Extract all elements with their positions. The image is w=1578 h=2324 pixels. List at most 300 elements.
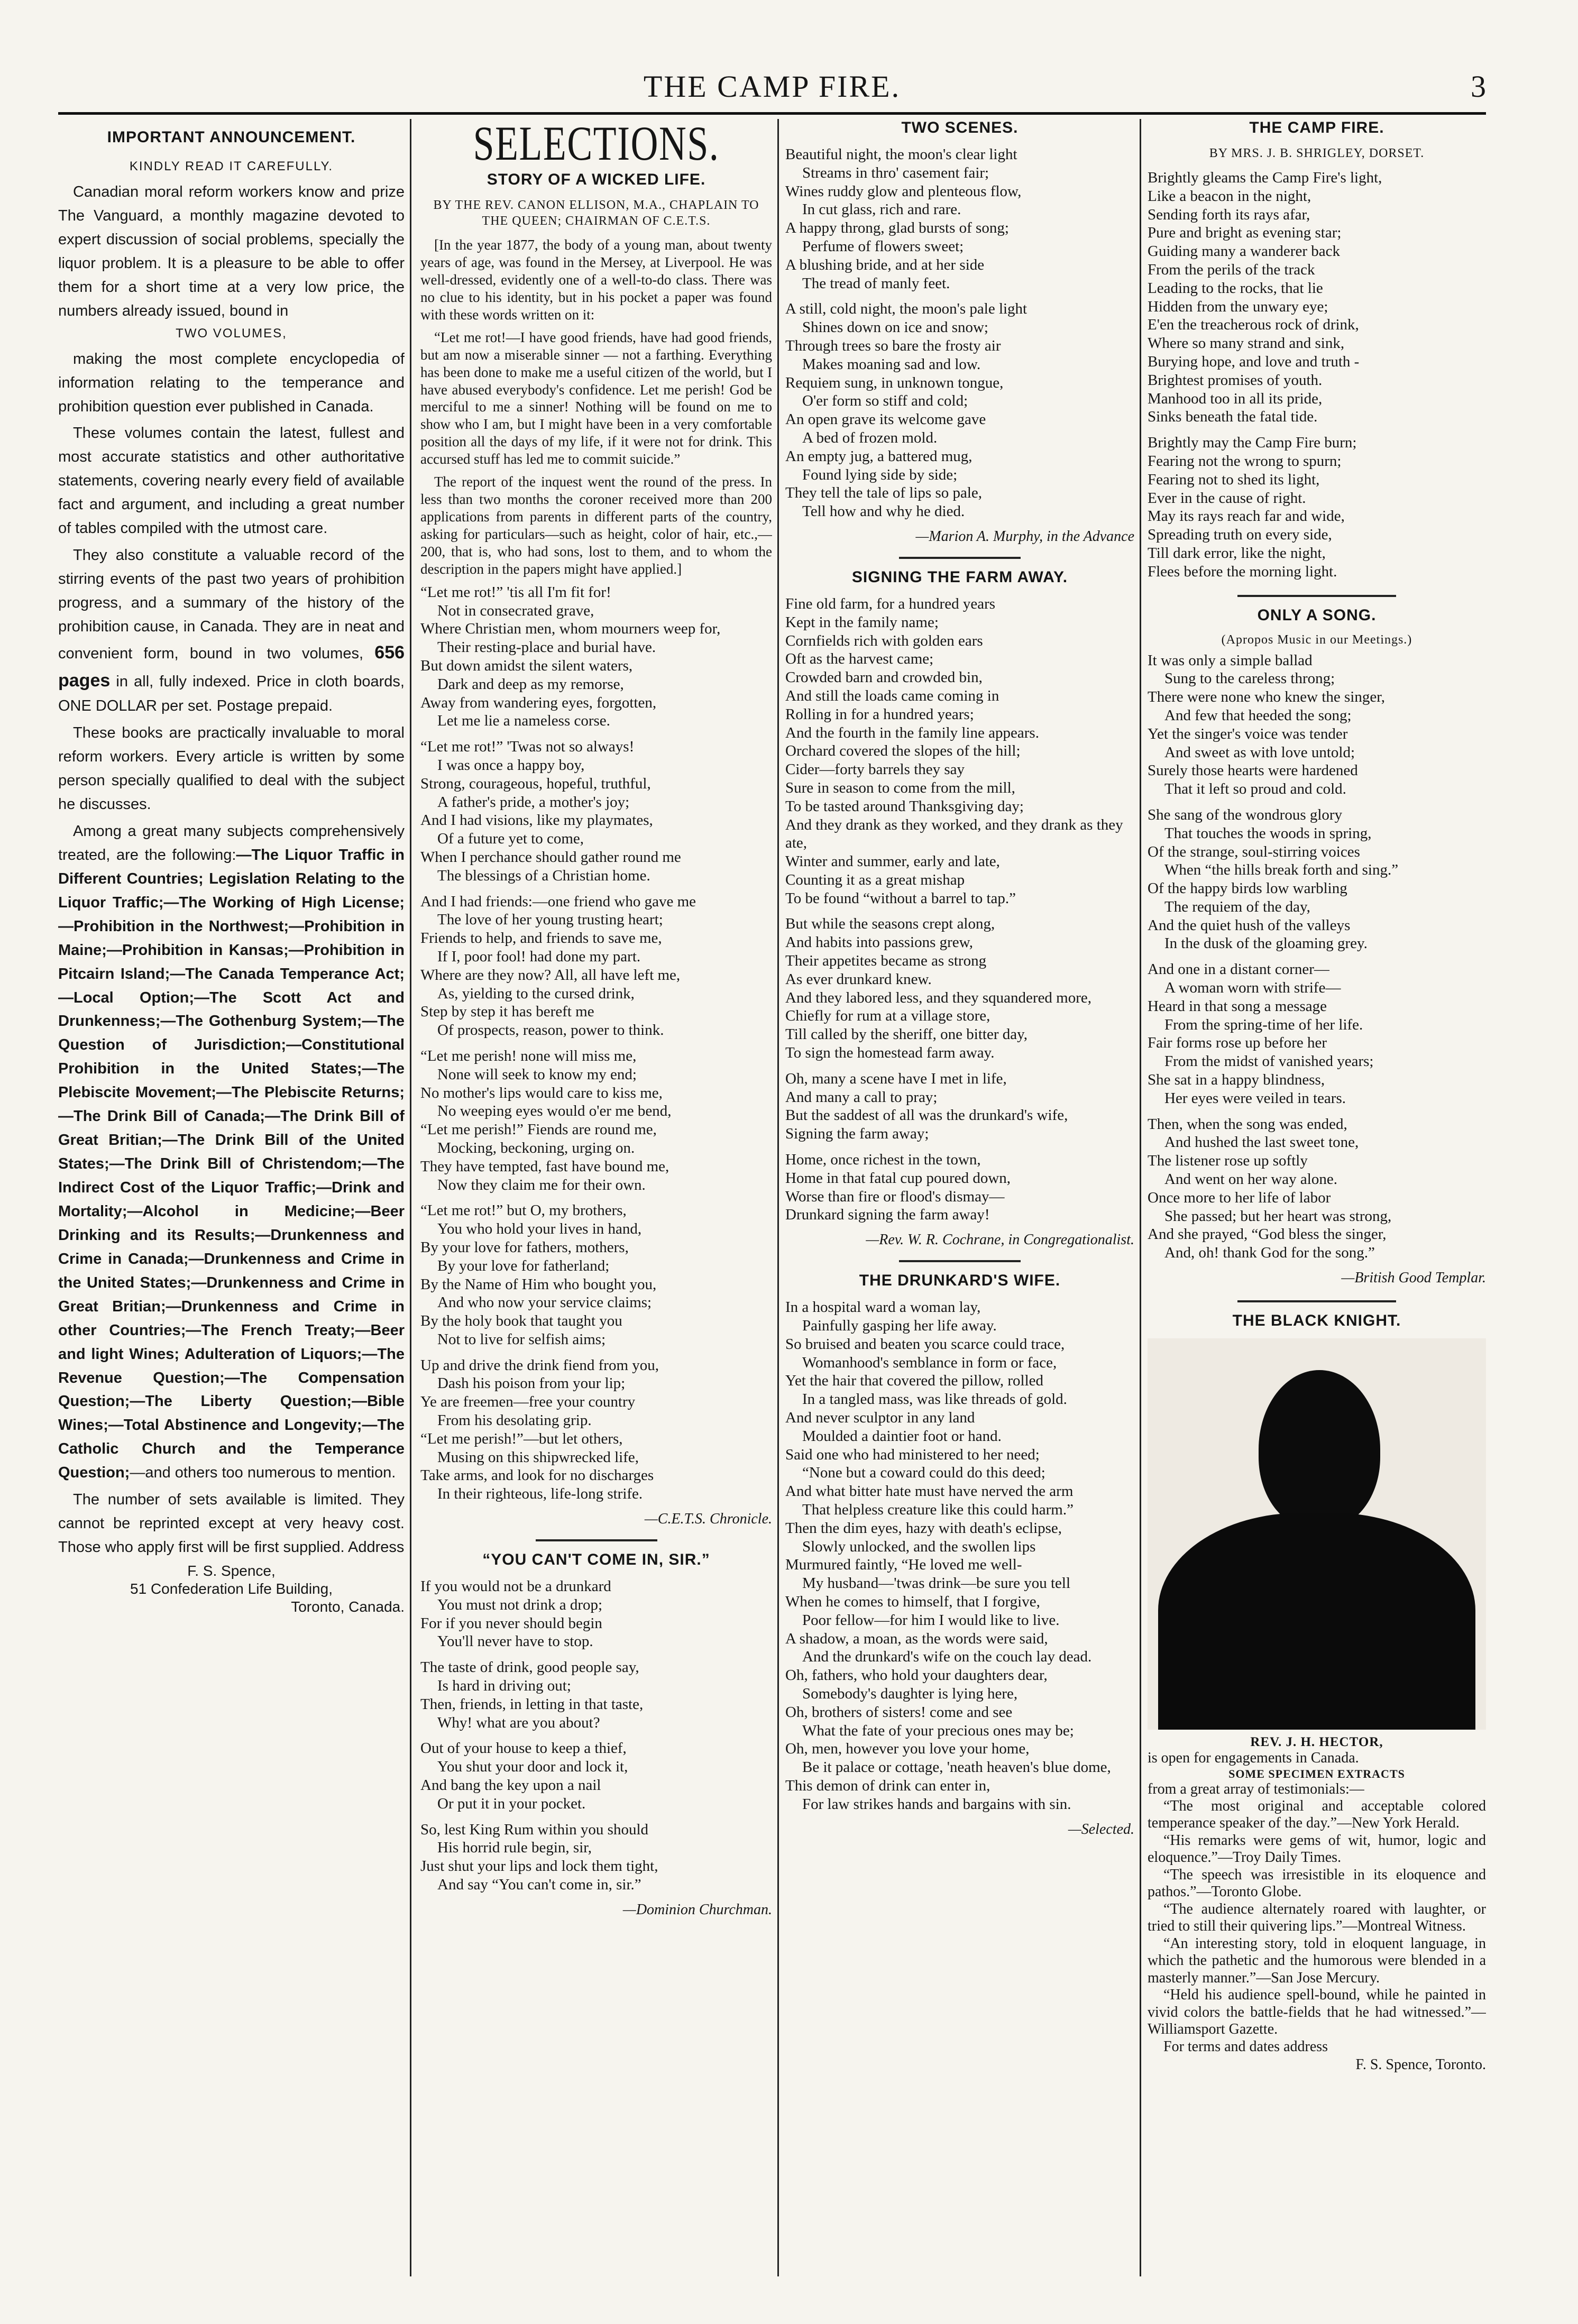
announcement-paragraph: These books are practically invaluable to moral reform workers. Every article is written by some person specially qualified to deal with the subject he discusses. <box>58 724 405 813</box>
poem-line: Dark and deep as my remorse, <box>437 675 624 693</box>
poem-line: But while the seasons crept along, <box>785 915 995 933</box>
poem-line: Their resting-place and burial have. <box>437 639 656 656</box>
poem-line: Shines down on ice and snow; <box>802 319 988 336</box>
poem-line: Streams in thro' casement fair; <box>802 164 989 181</box>
poem-line: A bed of frozen mold. <box>802 429 938 446</box>
poem-line: May its rays reach far and wide, <box>1148 508 1345 525</box>
poem-line: Musing on this shipwrecked life, <box>437 1448 639 1466</box>
poem-line: In the dusk of the gloaming grey. <box>1164 935 1368 952</box>
poem-citation: —Marion A. Murphy, in the Advance <box>915 528 1134 545</box>
poem-line: She passed; but her heart was strong, <box>1164 1207 1392 1225</box>
poem-line: Oh, men, however you love your home, <box>785 1740 1030 1758</box>
story-intro: [In the year 1877, the body of a young man, about twenty years of age, was found in the Mersey, at Liverpool. He was well-dressed, evidently one of a well-to-do class. There was no clue to his identity, but in his pocket a paper was found with these words written on it: <box>420 237 772 323</box>
section-divider <box>899 1260 1021 1262</box>
poem-line: Through trees so bare the frosty air <box>785 337 1001 354</box>
poem-line: “Let me perish!”—but let others, <box>420 1430 623 1447</box>
terms-line: For terms and dates address <box>1163 2038 1328 2055</box>
stanza <box>420 1658 772 1732</box>
poem-line: By the Name of Him who bought you, <box>420 1275 657 1293</box>
poem-line: Sending forth its rays afar, <box>1148 206 1310 223</box>
poem-line: When I perchance should gather round me <box>420 848 681 866</box>
poem-line: Where are they now? All, all have left me, <box>420 966 681 984</box>
column-selections <box>420 119 772 2276</box>
poem-line: E'en the treacherous rock of drink, <box>1148 316 1359 334</box>
poem-line: Slowly unlocked, and the swollen lips <box>802 1538 1036 1555</box>
stanza <box>420 1821 772 1894</box>
poem-line: Sung to the careless throng; <box>1164 670 1335 687</box>
poem-line: Murmured faintly, “He loved me well- <box>785 1556 1022 1574</box>
poem-line: Guiding many a wanderer back <box>1148 243 1340 260</box>
poem-citation: —Rev. W. R. Cochrane, in Congregationalist. <box>866 1232 1134 1248</box>
poem-line: They tell the tale of lips so pale, <box>785 484 983 502</box>
stanza <box>420 1739 772 1813</box>
poem-line: An empty jug, a battered mug, <box>785 447 973 465</box>
poem-title: “YOU CAN'T COME IN, SIR.” <box>482 1551 710 1569</box>
poem-line: As ever drunkard knew. <box>785 970 932 988</box>
poem-line: Chiefly for rum at a village store, <box>785 1007 990 1025</box>
poem-line: Of the strange, soul-stirring voices <box>1148 843 1360 860</box>
testimonial: “Held his audience spell-bound, while he painted in vivid colors the battle-fields that he had witnessed.”—Williamsport Gazette. <box>1148 1987 1486 2038</box>
poem-line: Wines ruddy glow and plenteous flow, <box>785 182 1022 200</box>
page-count: 656 pages <box>58 642 405 691</box>
poem-line: Then, friends, in letting in that taste, <box>420 1695 644 1713</box>
poem-line: The love of her young trusting heart; <box>437 911 663 929</box>
poem-line: Brightly may the Camp Fire burn; <box>1148 434 1357 452</box>
signature-address: 51 Confederation Life Building, <box>130 1581 333 1597</box>
poem-line: You'll never have to stop. <box>437 1633 593 1650</box>
poem-line: Once more to her life of labor <box>1148 1189 1331 1206</box>
story-intro: “Let me rot!—I have good friends, have had good friends, but am now a miserable sinner — not a farthing. Everything has been done to make me a useful citizen of the world, but I have abused everybody's confidence. Let me perish! God be merciful to me a sinner! Nothing will be found on me to show who I am, but I might have been in a very comfortable position all the days of my life, if it were not for drink. This accursed stuff has led me to commit suicide.” <box>420 329 772 467</box>
poem-line: If you would not be a drunkard <box>420 1578 611 1595</box>
poem-line: Heard in that song a message <box>1148 997 1327 1015</box>
poem-line: In a hospital ward a woman lay, <box>785 1299 981 1316</box>
poem-line: An open grave its welcome gave <box>785 411 986 428</box>
poem-line: Flees before the morning light. <box>1148 563 1337 580</box>
announcement-paragraph: Canadian moral reform workers know and prize The Vanguard, a monthly magazine devoted to expert discussion of social problems, specially the liquor problem. It is a pleasure to be able to offer them for a short time at a very low price, the numbers already issued, bound in <box>58 183 405 319</box>
poem-line: Up and drive the drink fiend from you, <box>420 1356 659 1374</box>
poem-line: In a tangled mass, was like threads of gold. <box>802 1391 1067 1408</box>
poem-line: Oh, many a scene have I met in life, <box>785 1070 1007 1087</box>
poem-line: And many a call to pray; <box>785 1088 938 1106</box>
poem-line: That touches the woods in spring, <box>1164 824 1372 842</box>
stanza <box>420 1047 772 1194</box>
poem-line: Surely those hearts were hardened <box>1148 762 1358 779</box>
newspaper-title: THE CAMP FIRE. <box>643 69 901 104</box>
portrait-title: THE BLACK KNIGHT. <box>1232 1312 1401 1330</box>
poem-line: A happy throng, glad bursts of song; <box>785 219 1009 237</box>
poem-line: A still, cold night, the moon's pale light <box>785 300 1027 318</box>
poem-line: Beautiful night, the moon's clear light <box>785 146 1017 163</box>
poem-line: Then, when the song was ended, <box>1148 1115 1347 1133</box>
subject-list: —The Liquor Traffic in Different Countries; Legislation Relating to the Liquor Traffic;—The Working of High License;—Prohibition in the Northwest;—Prohibition in Maine;—Prohibition in Kansas;—Prohibition in Pitcairn Island;—The Canada Temperance Act;—Local Option;—The Scott Act and Drunkenness;—The Gothenburg System;—The Question of Jurisdiction;—Constitutional Prohibition in the United States;—The Plebiscite Movement;—The Plebiscite Returns;—The Drink Bill of Canada;—The Drink Bill of Great Britian;—The Drink Bill of the United States;—The Drink Bill of Christendom;—The Indirect Cost of the Liquor Traffic;—Drink and Mortality;—Alcohol in Medicine;—Beer Drinking and its Results;—Drunkenness and Crime in Canada;—Drunkenness and Crime in the United States;—Drunkenness and Crime in Great Britian;—Drunkenness and Crime in other Countries;—The French Treaty;—Beer and light Wines; Adulteration of Liquors;—The Revenue Question;—The Compensation Question;—The Liberty Question;—Bible Wines;—Total Abstinence and Longevity;—The Catholic Church and the Temperance Question; <box>58 846 405 1482</box>
story-title: STORY OF A WICKED LIFE. <box>487 171 706 188</box>
story-citation: —C.E.T.S. Chronicle. <box>644 1511 772 1528</box>
section-divider <box>1237 595 1396 597</box>
poem-line: His horrid rule begin, sir, <box>437 1839 592 1857</box>
page-number: 3 <box>1471 69 1486 104</box>
poem-line: Dash his poison from your lip; <box>437 1375 626 1392</box>
poem-line: Burying hope, and love and truth - <box>1148 353 1360 370</box>
poem-line: Out of your house to keep a thief, <box>420 1740 627 1757</box>
stanza <box>785 1151 1134 1224</box>
poem-line: Cider—forty barrels they say <box>785 761 965 778</box>
poem-line: And I had friends:—one friend who gave me <box>420 893 696 910</box>
poem-title: THE DRUNKARD'S WIFE. <box>859 1272 1061 1290</box>
poem-line: None will seek to know my end; <box>437 1065 637 1083</box>
stanza <box>420 1356 772 1503</box>
poem-line: “Let me rot!” 'tis all I'm fit for! <box>420 583 611 601</box>
poem-line: The tread of manly feet. <box>802 274 950 292</box>
poem-title: TWO SCENES. <box>901 119 1019 136</box>
poem-line: Fine old farm, for a hundred years <box>785 595 996 612</box>
poem-line: For law strikes hands and bargains with sin. <box>802 1795 1071 1813</box>
poem-line: Where so many strand and sink, <box>1148 335 1345 352</box>
poem-line: And the quiet hush of the valleys <box>1148 916 1351 934</box>
poem-line: She sang of the wondrous glory <box>1148 806 1343 823</box>
poem-line: And one in a distant corner— <box>1148 961 1329 978</box>
stanza <box>420 583 772 730</box>
story-byline: BY THE REV. CANON ELLISON, M.A., CHAPLAIN TO THE QUEEN; CHAIRMAN OF C.E.T.S. <box>433 198 759 228</box>
poem-line: Fair forms rose up before her <box>1148 1034 1327 1052</box>
poem-line: Makes moaning sad and low. <box>802 355 981 373</box>
poem-line: To sign the homestead farm away. <box>785 1044 995 1062</box>
poem-line: Of prospects, reason, power to think. <box>437 1022 664 1039</box>
stanza <box>420 1577 772 1651</box>
poem-line: The requiem of the day, <box>1164 898 1310 915</box>
story-intro: The report of the inquest went the round of the press. In less than two months the coroner received more than 200 applications from parents in different parts of the country, asking for particulars—such as height, color of hair, etc.,—200, that is, who had sons, lost to them, and to whom the description in the papers might have applied.] <box>420 474 772 577</box>
poem-line: Just shut your lips and lock them tight, <box>420 1858 658 1875</box>
poem-line: And they labored less, and they squandered more, <box>785 989 1092 1006</box>
poem-line: Somebody's daughter is lying here, <box>802 1685 1018 1702</box>
poem-line: Home in that fatal cup poured down, <box>785 1169 1011 1187</box>
poem-line: Away from wandering eyes, forgotten, <box>420 694 657 711</box>
poem-line: And they drank as they worked, and they drank as they ate, <box>785 816 1123 852</box>
signature-name: F. S. Spence, <box>187 1563 276 1579</box>
poem-line: Their appetites became as strong <box>785 952 987 970</box>
announcement-subhead: KINDLY READ IT CAREFULLY. <box>129 159 334 173</box>
poem-line: O'er form so stiff and cold; <box>802 392 968 410</box>
poem-title: THE CAMP FIRE. <box>1249 119 1384 136</box>
poem-line: Or put it in your pocket. <box>437 1795 586 1812</box>
poem-line: And habits into passions grew, <box>785 934 973 951</box>
poem-line: Tell how and why he died. <box>802 503 965 520</box>
poem-title: ONLY A SONG. <box>1257 606 1377 624</box>
poem-line: And she prayed, “God bless the singer, <box>1148 1226 1387 1243</box>
poem-line: Let me lie a nameless corse. <box>437 712 610 730</box>
column-rule <box>777 119 779 2276</box>
poem-line: Counting it as a great mishap <box>785 871 965 888</box>
announcement-paragraph: making the most complete encyclopedia of information relating to the temperance and prohibition question ever published in Canada. <box>58 350 405 415</box>
poem-line: Kept in the family name; <box>785 613 939 631</box>
poem-line: Found lying side by side; <box>802 466 958 483</box>
poem-line: But the saddest of all was the drunkard's wife, <box>785 1107 1068 1124</box>
poem-line: “Let me rot!” but O, my brothers, <box>420 1202 627 1219</box>
poem-line: Oh, fathers, who hold your daughters dear, <box>785 1667 1048 1684</box>
poem-line: Drunkard signing the farm away! <box>785 1206 990 1224</box>
poem-line: Pure and bright as evening star; <box>1148 224 1342 242</box>
poem-title: SIGNING THE FARM AWAY. <box>851 568 1068 586</box>
stanza <box>1148 169 1486 426</box>
testimonial: “The audience alternately roared with laughter, or tried to still their quivering lips.”—Montreal Witness. <box>1148 1900 1486 1935</box>
poem-line: And I had visions, like my playmates, <box>420 812 653 829</box>
paragraph-text: They also constitute a valuable record of the stirring events of the past two years of prohibition progress, and a summary of the history of the prohibition cause, in Canada. They are in neat and convenient form, bound in two volumes, <box>58 547 405 662</box>
poem-line: My husband—'twas drink—be sure you tell <box>802 1575 1071 1592</box>
poem-line: Friends to help, and friends to save me, <box>420 930 662 947</box>
paragraph-text: —and others too numerous to mention. <box>130 1464 396 1482</box>
testimonials-list <box>1148 1798 1486 2038</box>
stanza <box>1148 1115 1486 1262</box>
poem-line: What the fate of your precious ones may be; <box>802 1722 1074 1739</box>
poem-line: Not to live for selfish aims; <box>437 1330 606 1348</box>
poem-line: By your love for fatherland; <box>437 1257 610 1274</box>
poem-line: Her eyes were veiled in tears. <box>1164 1089 1346 1107</box>
portrait-image <box>1148 1338 1486 1730</box>
poem-line: I was once a happy boy, <box>437 756 585 774</box>
stanza <box>420 738 772 885</box>
poem-line: Step by step it has bereft me <box>420 1003 594 1021</box>
poem-line: Said one who had ministered to her need; <box>785 1446 1040 1463</box>
poem-line: When he comes to himself, that I forgive, <box>785 1593 1040 1610</box>
poem-line: And hushed the last sweet tone, <box>1164 1134 1359 1151</box>
column-announcement <box>58 119 405 2276</box>
poem-line: A blushing bride, and at her side <box>785 256 985 273</box>
poem-line: No weeping eyes would o'er me bend, <box>437 1103 672 1120</box>
section-divider <box>899 557 1021 559</box>
stanza <box>420 1201 772 1348</box>
poem-line: Brightest promises of youth. <box>1148 371 1323 389</box>
story-poem <box>420 583 772 1503</box>
poem-line: “Let me rot!” 'Twas not so always! <box>420 738 635 756</box>
poem-line: In cut glass, rich and rare. <box>802 201 961 218</box>
poem-line: Fearing not to shed its light, <box>1148 471 1320 488</box>
poem-line: For if you never should begin <box>420 1614 602 1632</box>
stanza <box>785 300 1134 521</box>
signature-city: Toronto, Canada. <box>291 1599 405 1615</box>
stanza <box>1148 806 1486 953</box>
poem-line: From the spring-time of her life. <box>1164 1016 1363 1033</box>
poem-line: Home, once richest in the town, <box>785 1151 981 1169</box>
poem-line: Leading to the rocks, that lie <box>1148 279 1323 297</box>
page-header <box>58 69 1486 111</box>
extracts-heading: SOME SPECIMEN EXTRACTS <box>1228 1767 1405 1780</box>
poem-line: No mother's lips would care to kiss me, <box>420 1084 663 1101</box>
poem-byline: BY MRS. J. B. SHRIGLEY, DORSET. <box>1209 146 1425 160</box>
poem-line: Spreading truth on every side, <box>1148 526 1332 544</box>
poem-line: This demon of drink can enter in, <box>785 1777 990 1794</box>
poem-line: Ye are freemen—free your country <box>420 1393 636 1411</box>
poem-line: Fearing not the wrong to spurn; <box>1148 452 1342 470</box>
poem-body <box>1148 169 1486 581</box>
poem-body <box>785 595 1134 1224</box>
paragraph-text: in all, fully indexed. Price in cloth boards, ONE DOLLAR per set. Postage prepaid. <box>58 673 405 715</box>
poem-line: Rolling in for a hundred years; <box>785 705 974 723</box>
poem-line: The blessings of a Christian home. <box>437 867 650 884</box>
stanza <box>785 1070 1134 1143</box>
poem-body <box>785 145 1134 521</box>
extracts-intro: from a great array of testimonials:— <box>1148 1780 1364 1797</box>
poem-line: Cornfields rich with golden ears <box>785 632 983 649</box>
poem-line: Oh, brothers of sisters! come and see <box>785 1703 1013 1721</box>
poem-line: Not in consecrated grave, <box>437 602 594 619</box>
announcement-heading: IMPORTANT ANNOUNCEMENT. <box>107 128 356 146</box>
poem-line: You shut your door and lock it, <box>437 1758 628 1776</box>
column-camp-fire <box>1148 119 1486 2276</box>
poem-line: Mocking, beckoning, urging on. <box>437 1139 635 1156</box>
paragraph-text: Among a great many subjects comprehensively treated, are the following: <box>58 822 405 864</box>
testimonial: “An interesting story, told in eloquent language, in which the pathetic and the humorous were blended in a masterly manner.”—San Jose Mercury. <box>1148 1935 1486 1986</box>
poem-citation: —British Good Templar. <box>1341 1270 1486 1287</box>
poem-line: Till called by the sheriff, one bitter day, <box>785 1026 1027 1043</box>
poem-line: If I, poor fool! had done my part. <box>437 948 641 965</box>
announcement-paragraph: The number of sets available is limited. They cannot be reprinted except at very heavy cost. Those who apply first will be first supplied. Address <box>58 1491 405 1556</box>
poem-line: And went on her way alone. <box>1164 1171 1337 1188</box>
poem-line: Poor fellow—for him I would like to live. <box>802 1611 1060 1629</box>
poem-line: From the midst of vanished years; <box>1164 1053 1374 1070</box>
poem-line: Be it palace or cottage, 'neath heaven's blue dome, <box>802 1759 1111 1776</box>
poem-line: Signing the farm away; <box>785 1125 929 1143</box>
poem-line: Of the happy birds low warbling <box>1148 880 1347 897</box>
poem-line: Till dark error, like the night, <box>1148 544 1326 562</box>
poem-line: And the fourth in the family line appears. <box>785 724 1039 741</box>
poem-line: So bruised and beaten you scarce could trace, <box>785 1335 1065 1353</box>
poem-line: You must not drink a drop; <box>437 1596 603 1613</box>
poem-line: Womanhood's semblance in form or face, <box>802 1354 1057 1371</box>
poem-line: The taste of drink, good people say, <box>420 1659 639 1676</box>
poem-line: And sweet as with love untold; <box>1164 743 1355 761</box>
poem-line: Yet the hair that covered the pillow, rolled <box>785 1372 1044 1390</box>
poem-line: Sure in season to come from the mill, <box>785 779 1015 796</box>
poem-line: A woman worn with strife— <box>1164 979 1341 997</box>
stanza <box>1148 651 1486 798</box>
poem-line: Like a beacon in the night, <box>1148 187 1311 205</box>
announcement-paragraph <box>58 820 405 1485</box>
stanza <box>785 1298 1134 1813</box>
poem-line: Sinks beneath the fatal tide. <box>1148 408 1318 426</box>
poem-line: And say “You can't come in, sir.” <box>437 1876 641 1894</box>
portrait-body-silhouette <box>1158 1513 1475 1730</box>
column-poems <box>785 119 1134 2276</box>
poem-line: Why! what are you about? <box>437 1714 600 1731</box>
poem-line: Strong, courageous, hopeful, truthful, <box>420 775 651 792</box>
poem-line: As, yielding to the cursed drink, <box>437 985 635 1002</box>
stanza <box>785 915 1134 1062</box>
poem-line: And bang the key upon a nail <box>420 1777 601 1794</box>
poem-line: “None but a coward could do this deed; <box>802 1464 1045 1482</box>
poem-line: There were none who knew the singer, <box>1148 688 1385 706</box>
poem-line: They have tempted, fast have bound me, <box>420 1158 669 1175</box>
section-divider <box>1237 1300 1396 1302</box>
poem-line: And who now your service claims; <box>437 1294 652 1311</box>
poem-line: Is hard in driving out; <box>437 1677 571 1695</box>
poem-line: She sat in a happy blindness, <box>1148 1071 1325 1089</box>
announcement-subhead: TWO VOLUMES, <box>176 326 287 341</box>
announcement-paragraph <box>58 544 405 718</box>
testimonial: “His remarks were gems of wit, humor, logic and eloquence.”—Troy Daily Times. <box>1148 1832 1486 1866</box>
poem-line: From the perils of the track <box>1148 261 1315 278</box>
section-divider <box>536 1539 657 1541</box>
poem-line: Worse than fire or flood's dismay— <box>785 1188 1005 1205</box>
poem-line: And the drunkard's wife on the couch lay dead. <box>802 1648 1092 1666</box>
poem-line: It was only a simple ballad <box>1148 651 1313 669</box>
poem-line: Where Christian men, whom mourners weep for, <box>420 620 721 638</box>
poem-line: And still the loads came coming in <box>785 687 999 704</box>
poem-line: Hidden from the unwary eye; <box>1148 298 1328 315</box>
poem-citation: —Selected. <box>1068 1821 1134 1838</box>
poem-line: Brightly gleams the Camp Fire's light, <box>1148 169 1382 186</box>
poem-line: Yet the singer's voice was tender <box>1148 725 1348 742</box>
stanza <box>785 595 1134 908</box>
poem-line: That it left so proud and cold. <box>1164 780 1346 798</box>
poem-line: By the holy book that taught you <box>420 1312 622 1330</box>
poem-line: Perfume of flowers sweet; <box>802 237 964 255</box>
poem-line: Now they claim me for their own. <box>437 1176 646 1193</box>
poem-line: Take arms, and look for no discharges <box>420 1467 654 1484</box>
terms-signature: F. S. Spence, Toronto. <box>1355 2056 1486 2073</box>
poem-line: Manhood too in all its pride, <box>1148 390 1323 407</box>
poem-line: Crowded barn and crowded bin, <box>785 669 983 686</box>
poem-line: Painfully gasping her life away. <box>802 1317 997 1335</box>
poem-line: When “the hills break forth and sing.” <box>1164 861 1399 879</box>
testimonial: “The speech was irresistible in its eloquence and pathos.”—Toronto Globe. <box>1148 1866 1486 1900</box>
poem-body <box>420 1577 772 1894</box>
poem-line: From his desolating grip. <box>437 1412 592 1429</box>
poem-subtitle: (Apropos Music in our Meetings.) <box>1221 632 1412 647</box>
poem-line: So, lest King Rum within you should <box>420 1821 649 1838</box>
poem-line: And never sculptor in any land <box>785 1409 975 1427</box>
poem-line: And, oh! thank God for the song.” <box>1164 1244 1375 1262</box>
poem-line: And what bitter hate must have nerved the arm <box>785 1483 1074 1500</box>
stanza <box>785 145 1134 292</box>
poem-line: Moulded a daintier foot or hand. <box>802 1427 1002 1445</box>
stanza <box>1148 960 1486 1107</box>
poem-line: “Let me perish!” Fiends are round me, <box>420 1121 657 1138</box>
poem-line: That helpless creature like this could harm.” <box>802 1501 1074 1518</box>
poem-line: To be tasted around Thanksgiving day; <box>785 797 1024 815</box>
poem-body <box>1148 651 1486 1263</box>
poem-line: The listener rose up softly <box>1148 1152 1308 1170</box>
poem-line: You who hold your lives in hand, <box>437 1220 642 1238</box>
poem-line: Ever in the cause of right. <box>1148 489 1306 507</box>
column-rule <box>410 119 411 2276</box>
poem-line: But down amidst the silent waters, <box>420 657 633 674</box>
testimonial: “The most original and acceptable colored temperance speaker of the day.”—New York Herald. <box>1148 1797 1486 1832</box>
poem-line: Oft as the harvest came; <box>785 650 934 668</box>
poem-line: By your love for fathers, mothers, <box>420 1238 629 1256</box>
poem-line: “Let me perish! none will miss me, <box>420 1047 637 1064</box>
portrait-head-silhouette <box>1259 1370 1380 1529</box>
poem-citation: —Dominion Churchman. <box>622 1901 772 1918</box>
poem-line: In their righteous, life-long strife. <box>437 1485 643 1503</box>
stanza <box>420 893 772 1040</box>
poem-line: Orchard covered the slopes of the hill; <box>785 742 1021 760</box>
announcement-paragraph: These volumes contain the latest, fullest and most accurate statistics and other authoritative statements, covering nearly every field of available fact and argument, and including a great number of tables compiled with the utmost care. <box>58 425 405 537</box>
portrait-caption: REV. J. H. HECTOR, <box>1250 1735 1383 1750</box>
poem-line: To be found “without a barrel to tap.” <box>785 889 1016 907</box>
header-rule <box>58 112 1486 115</box>
poem-line: And few that heeded the song; <box>1164 706 1352 724</box>
poem-line: Requiem sung, in unknown tongue, <box>785 374 1004 391</box>
poem-line: A father's pride, a mother's joy; <box>437 793 630 811</box>
poem-line: A shadow, a moan, as the words were said, <box>785 1630 1048 1647</box>
poem-body <box>785 1298 1134 1813</box>
column-rule <box>1140 119 1141 2276</box>
stanza <box>1148 434 1486 581</box>
poem-line: Of a future yet to come, <box>437 830 584 848</box>
engagement-notice: is open for engagements in Canada. <box>1148 1750 1359 1767</box>
poem-line: Then the dim eyes, hazy with death's eclipse, <box>785 1519 1062 1537</box>
selections-title: SELECTIONS. <box>473 119 720 170</box>
poem-line: Winter and summer, early and late, <box>785 853 1000 870</box>
